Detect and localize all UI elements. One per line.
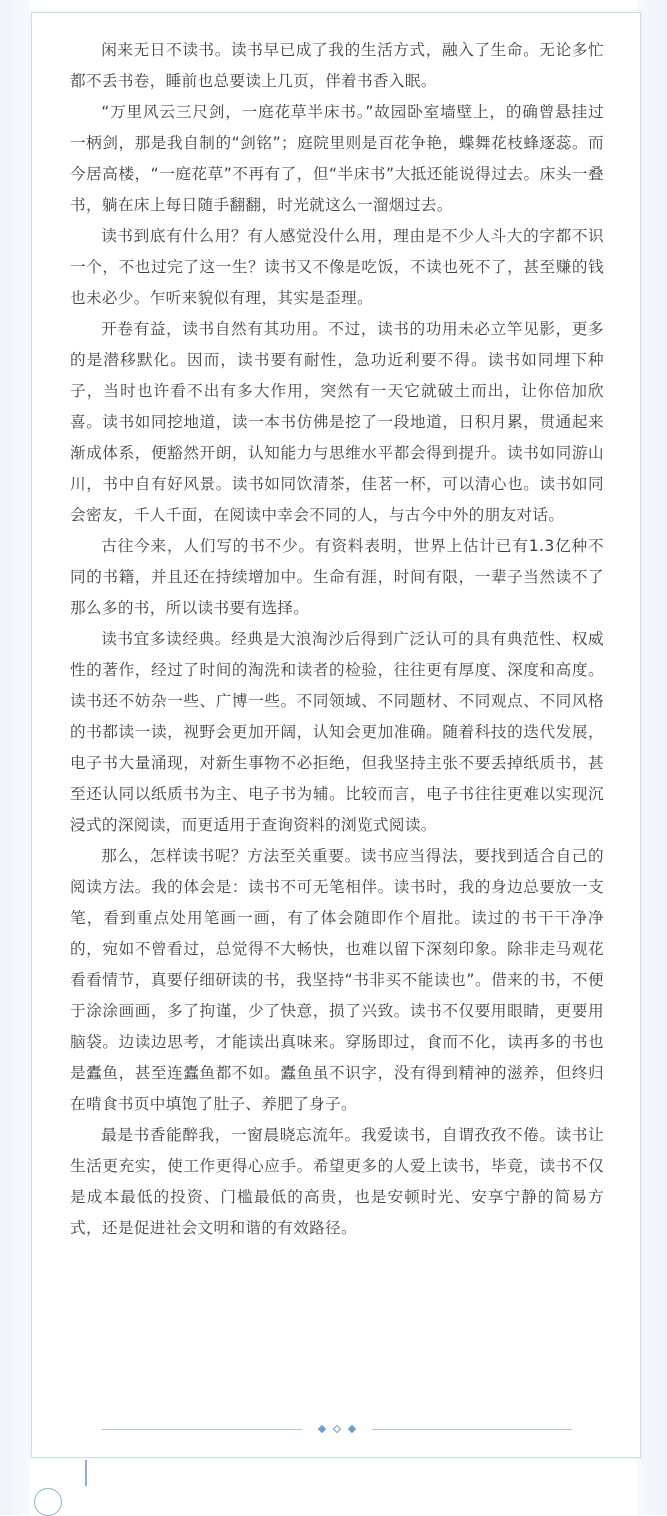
paragraph-5: 古往今来，人们写的书不少。有资料表明，世界上估计已有1.3亿种不同的书籍，并且还在持续增加中。生命有涯，时间有限，一辈子当然读不了那么多的书，所以读书要有选择。	[70, 537, 604, 617]
paragraph-8: 最是书香能醉我，一窗晨晓忘流年。我爱读书，自谓孜孜不倦。读书让生活更充实，使工作更得心应手。希望更多的人爱上读书，毕竟，读书不仅是成本最低的投资、门槛最低的高贵，也是安顿时光、安享宁静的简易方式，还是促进社会文明和谐的有效路径。	[70, 1126, 604, 1237]
right-margin-shade	[637, 0, 667, 1515]
decorative-vertical-line	[85, 1460, 87, 1486]
end-divider	[102, 1423, 572, 1437]
paragraph-4: 开卷有益，读书自然有其功用。不过，读书的功用未必立竿见影，更多的是潜移默化。因而，读书要有耐性，急功近利要不得。读书如同埋下种子，当时也许看不出有多大作用，突然有一天它就破土而出，让你倍加欣喜。读书如同挖地道，读一本书仿佛是挖了一段地道，日积月累，贯通起来渐成体系，便豁然开朗，认知能力与思维水平都会得到提升。读书如同游山川，书中自有好风景。读书如同饮清茶，佳茗一杯，可以清心也。读书如同会密友，千人千面，在阅读中幸会不同的人，与古今中外的朋友对话。	[70, 320, 604, 524]
paragraph-1: 闲来无日不读书。读书早已成了我的生活方式，融入了生命。无论多忙都不丢书卷，睡前也总要读上几页，伴着书香入眠。	[70, 41, 604, 90]
article-card	[31, 12, 641, 1458]
paragraph-7: 那么，怎样读书呢？方法至关重要。读书应当得法，要找到适合自己的阅读方法。我的体会是：读书不可无笔相伴。读书时，我的身边总要放一支笔，看到重点处用笔画一画，有了体会随即作个眉批。读过的书干干净净的，宛如不曾看过，总觉得不大畅快，也难以留下深刻印象。除非走马观花看看情节，真要仔细研读的书，我坚持“书非买不能读也”。借来的书，不便于涂涂画画，多了拘谨，少了快意，损了兴致。读书不仅要用眼睛，更要用脑袋。边读边思考，才能读出真味来。穿肠即过，食而不化，读再多的书也是蠹鱼，甚至连蠹鱼都不如。蠹鱼虽不识字，没有得到精神的滋养，但终归在啃食书页中填饱了肚子、养肥了身子。	[70, 847, 604, 1113]
diamond-icon	[318, 1425, 326, 1433]
diamond-outline-icon	[333, 1425, 341, 1433]
decorative-circle-icon	[34, 1488, 62, 1516]
divider-line-right	[372, 1429, 572, 1430]
paragraph-3: 读书到底有什么用？有人感觉没什么用，理由是不少人斗大的字都不识一个，不也过完了这一生？读书又不像是吃饭，不读也死不了，甚至赚的钱也未必少。乍听来貌似有理，其实是歪理。	[70, 227, 604, 307]
divider-line-left	[102, 1429, 302, 1430]
paragraph-6: 读书宜多读经典。经典是大浪淘沙后得到广泛认可的具有典范性、权威性的著作，经过了时间的淘洗和读者的检验，往往更有厚度、深度和高度。读书还不妨杂一些、广博一些。不同领域、不同题材、不同观点、不同风格的书都读一读，视野会更加开阔，认知会更加准确。随着科技的迭代发展，电子书大量涌现，对新生事物不必拒绝，但我坚持主张不要丢掉纸质书，甚至还认同以纸质书为主、电子书为辅。比较而言，电子书往往更难以实现沉浸式的深阅读，而更适用于查询资料的浏览式阅读。	[70, 630, 604, 834]
paragraph-2: “万里风云三尺剑，一庭花草半床书。”故园卧室墙壁上，的确曾悬挂过一柄剑，那是我自制的“剑铭”；庭院里则是百花争艳，蝶舞花枝蜂逐蕊。而今居高楼，“一庭花草”不再有了，但“半床书”大抵还能说得过去。床头一叠书，躺在床上每日随手翻翻，时光就这么一溜烟过去。	[70, 103, 604, 214]
divider-ornament	[315, 1423, 359, 1437]
diamond-icon	[348, 1425, 356, 1433]
left-margin-shade	[0, 0, 30, 1515]
article-body	[70, 35, 604, 1244]
